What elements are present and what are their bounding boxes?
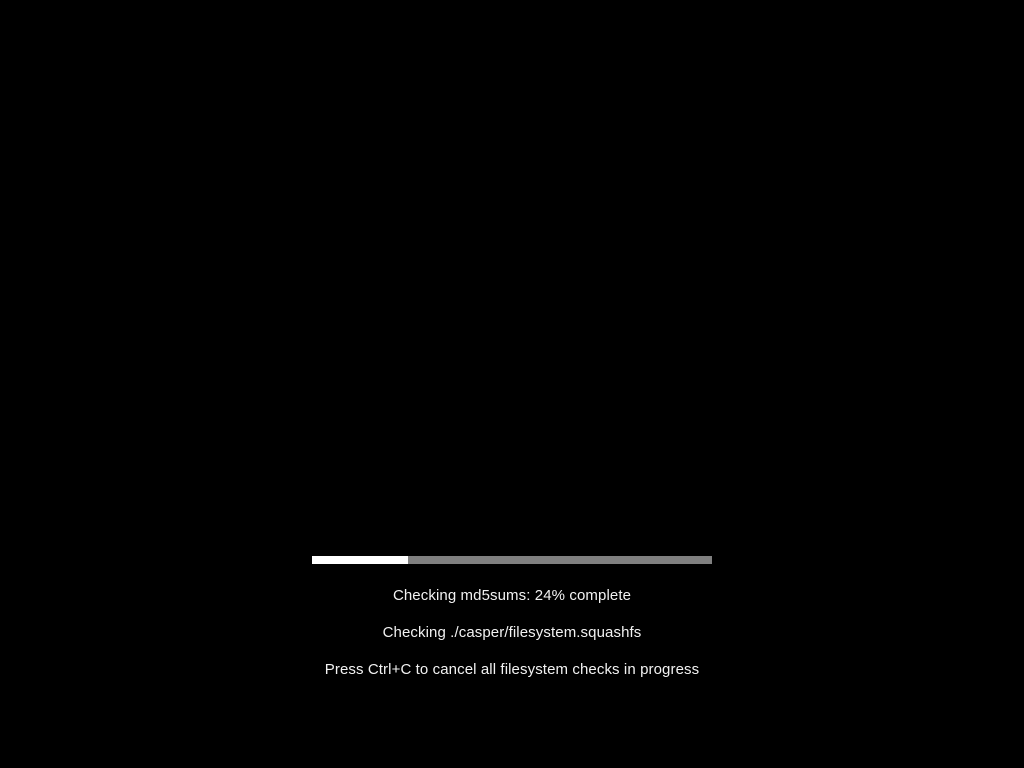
status-line-cancel-hint: Press Ctrl+C to cancel all filesystem checks in progress [324,661,700,678]
status-line-current-file: Checking ./casper/filesystem.squashfs [382,624,642,641]
progress-bar-fill [312,556,408,564]
status-text-group [325,577,699,688]
md5sum-check-panel [0,556,1024,688]
status-line-progress: Checking md5sums: 24% complete [392,587,632,604]
progress-bar-track [312,556,712,564]
